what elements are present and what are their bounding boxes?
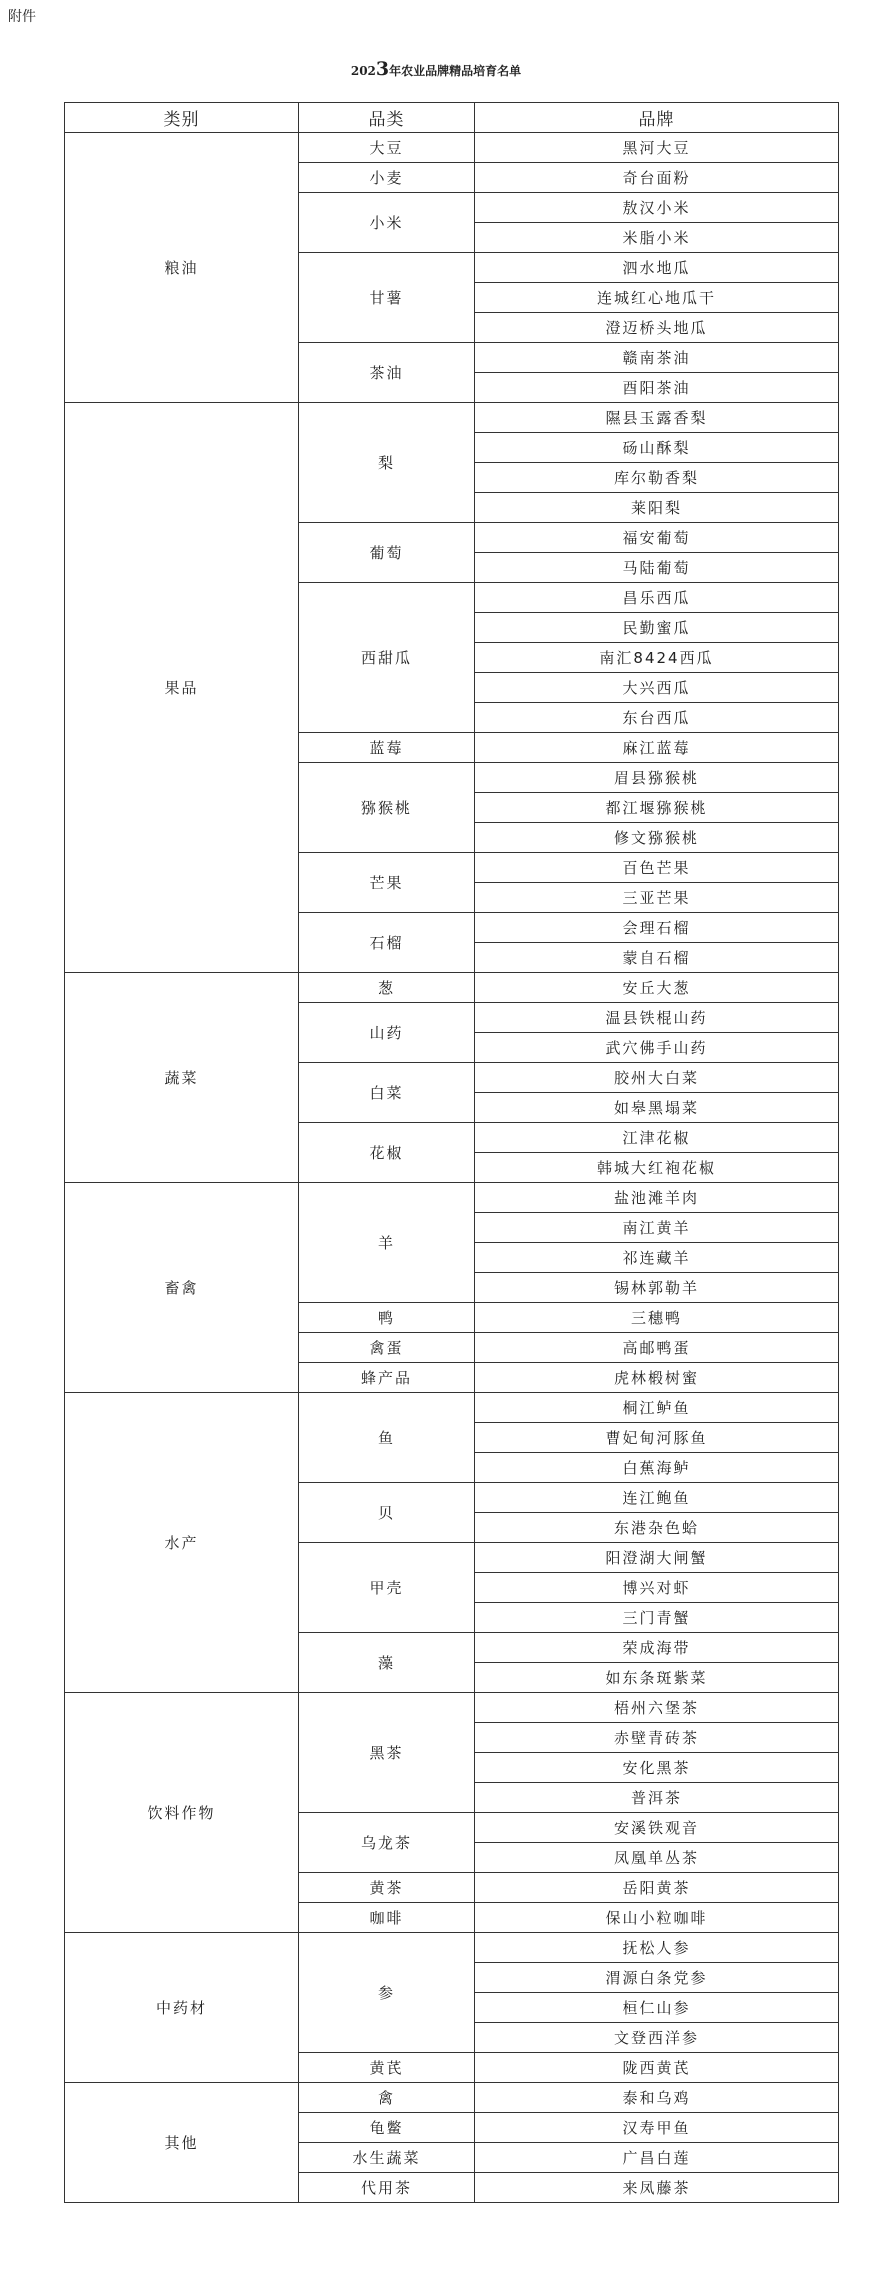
category-cell: 畜禽 xyxy=(65,1183,299,1393)
brand-cell: 三穗鸭 xyxy=(475,1303,839,1333)
brand-cell: 祁连藏羊 xyxy=(475,1243,839,1273)
type-cell: 鱼 xyxy=(299,1393,475,1483)
page-title xyxy=(0,58,872,80)
brand-cell: 汉寿甲鱼 xyxy=(475,2113,839,2143)
attachment-label: 附件 xyxy=(8,9,36,25)
brand-cell: 福安葡萄 xyxy=(475,523,839,553)
category-cell: 中药材 xyxy=(65,1933,299,2083)
brand-cell: 温县铁棍山药 xyxy=(475,1003,839,1033)
type-cell: 蜂产品 xyxy=(299,1363,475,1393)
table-row xyxy=(65,1183,839,1213)
type-cell: 大豆 xyxy=(299,133,475,163)
brand-cell: 麻江蓝莓 xyxy=(475,733,839,763)
brand-cell: 黑河大豆 xyxy=(475,133,839,163)
brand-cell: 抚松人参 xyxy=(475,1933,839,1963)
brand-cell: 梧州六堡茶 xyxy=(475,1693,839,1723)
type-cell: 葡萄 xyxy=(299,523,475,583)
type-cell: 羊 xyxy=(299,1183,475,1303)
brand-cell: 岳阳黄茶 xyxy=(475,1873,839,1903)
brand-cell: 百色芒果 xyxy=(475,853,839,883)
table-row xyxy=(65,1693,839,1723)
brand-cell: 南汇8424西瓜 xyxy=(475,643,839,673)
brand-cell: 米脂小米 xyxy=(475,223,839,253)
brand-cell: 高邮鸭蛋 xyxy=(475,1333,839,1363)
title-year-prefix: 202 xyxy=(350,64,376,78)
type-cell: 茶油 xyxy=(299,343,475,403)
brand-cell: 如东条斑紫菜 xyxy=(475,1663,839,1693)
brand-cell: 阳澄湖大闸蟹 xyxy=(475,1543,839,1573)
table-row xyxy=(65,403,839,433)
brand-cell: 陇西黄芪 xyxy=(475,2053,839,2083)
type-cell: 白菜 xyxy=(299,1063,475,1123)
type-cell: 龟鳖 xyxy=(299,2113,475,2143)
type-cell: 葱 xyxy=(299,973,475,1003)
type-cell: 西甜瓜 xyxy=(299,583,475,733)
type-cell: 芒果 xyxy=(299,853,475,913)
brand-cell: 澄迈桥头地瓜 xyxy=(475,313,839,343)
category-cell: 粮油 xyxy=(65,133,299,403)
type-cell: 甘薯 xyxy=(299,253,475,343)
brand-cell: 大兴西瓜 xyxy=(475,673,839,703)
type-cell: 代用茶 xyxy=(299,2173,475,2203)
brand-cell: 连江鲍鱼 xyxy=(475,1483,839,1513)
type-cell: 石榴 xyxy=(299,913,475,973)
brand-cell: 三亚芒果 xyxy=(475,883,839,913)
type-cell: 乌龙茶 xyxy=(299,1813,475,1873)
brand-cell: 砀山酥梨 xyxy=(475,433,839,463)
brand-cell: 博兴对虾 xyxy=(475,1573,839,1603)
brand-cell: 江津花椒 xyxy=(475,1123,839,1153)
table-row xyxy=(65,973,839,1003)
brand-cell: 如皋黑塌菜 xyxy=(475,1093,839,1123)
brand-cell: 赤壁青砖茶 xyxy=(475,1723,839,1753)
type-cell: 梨 xyxy=(299,403,475,523)
category-cell: 其他 xyxy=(65,2083,299,2203)
type-cell: 贝 xyxy=(299,1483,475,1543)
brand-cell: 白蕉海鲈 xyxy=(475,1453,839,1483)
brand-cell: 修文猕猴桃 xyxy=(475,823,839,853)
type-cell: 禽蛋 xyxy=(299,1333,475,1363)
brand-cell: 韩城大红袍花椒 xyxy=(475,1153,839,1183)
type-cell: 参 xyxy=(299,1933,475,2053)
brand-cell: 泰和乌鸡 xyxy=(475,2083,839,2113)
brand-cell: 隰县玉露香梨 xyxy=(475,403,839,433)
header-brand: 品牌 xyxy=(475,103,839,133)
type-cell: 藻 xyxy=(299,1633,475,1693)
brand-cell: 民勤蜜瓜 xyxy=(475,613,839,643)
brand-cell: 保山小粒咖啡 xyxy=(475,1903,839,1933)
type-cell: 猕猴桃 xyxy=(299,763,475,853)
brand-cell: 普洱茶 xyxy=(475,1783,839,1813)
brand-cell: 会理石榴 xyxy=(475,913,839,943)
brand-cell: 盐池滩羊肉 xyxy=(475,1183,839,1213)
type-cell: 咖啡 xyxy=(299,1903,475,1933)
brand-cell: 赣南茶油 xyxy=(475,343,839,373)
brand-cell: 广昌白莲 xyxy=(475,2143,839,2173)
brand-cell: 安丘大葱 xyxy=(475,973,839,1003)
title-year-big: 3 xyxy=(375,58,390,80)
type-cell: 禽 xyxy=(299,2083,475,2113)
brand-cell: 安溪铁观音 xyxy=(475,1813,839,1843)
brand-cell: 蒙自石榴 xyxy=(475,943,839,973)
type-cell: 小麦 xyxy=(299,163,475,193)
type-cell: 小米 xyxy=(299,193,475,253)
brand-cell: 莱阳梨 xyxy=(475,493,839,523)
brand-cell: 都江堰猕猴桃 xyxy=(475,793,839,823)
brand-cell: 锡林郭勒羊 xyxy=(475,1273,839,1303)
category-cell: 水产 xyxy=(65,1393,299,1693)
brand-cell: 连城红心地瓜干 xyxy=(475,283,839,313)
header-category: 类别 xyxy=(65,103,299,133)
type-cell: 山药 xyxy=(299,1003,475,1063)
brand-list-table xyxy=(64,102,839,2203)
type-cell: 黑茶 xyxy=(299,1693,475,1813)
type-cell: 蓝莓 xyxy=(299,733,475,763)
brand-cell: 安化黑茶 xyxy=(475,1753,839,1783)
brand-cell: 凤凰单丛茶 xyxy=(475,1843,839,1873)
brand-cell: 虎林椴树蜜 xyxy=(475,1363,839,1393)
brand-cell: 曹妃甸河豚鱼 xyxy=(475,1423,839,1453)
brand-cell: 东台西瓜 xyxy=(475,703,839,733)
brand-cell: 酉阳茶油 xyxy=(475,373,839,403)
header-type: 品类 xyxy=(299,103,475,133)
type-cell: 黄茶 xyxy=(299,1873,475,1903)
brand-cell: 泗水地瓜 xyxy=(475,253,839,283)
category-cell: 果品 xyxy=(65,403,299,973)
type-cell: 水生蔬菜 xyxy=(299,2143,475,2173)
header-row xyxy=(65,103,839,133)
table-row xyxy=(65,133,839,163)
type-cell: 甲壳 xyxy=(299,1543,475,1633)
brand-cell: 荣成海带 xyxy=(475,1633,839,1663)
brand-cell: 库尔勒香梨 xyxy=(475,463,839,493)
brand-cell: 渭源白条党参 xyxy=(475,1963,839,1993)
category-cell: 饮料作物 xyxy=(65,1693,299,1933)
brand-cell: 文登西洋参 xyxy=(475,2023,839,2053)
type-cell: 黄芪 xyxy=(299,2053,475,2083)
brand-cell: 昌乐西瓜 xyxy=(475,583,839,613)
table-row xyxy=(65,2083,839,2113)
brand-cell: 来凤藤茶 xyxy=(475,2173,839,2203)
brand-cell: 眉县猕猴桃 xyxy=(475,763,839,793)
brand-cell: 马陆葡萄 xyxy=(475,553,839,583)
title-text: 年农业品牌精品培育名单 xyxy=(389,64,522,78)
brand-cell: 奇台面粉 xyxy=(475,163,839,193)
type-cell: 花椒 xyxy=(299,1123,475,1183)
table-row xyxy=(65,1393,839,1423)
brand-cell: 武穴佛手山药 xyxy=(475,1033,839,1063)
table-body xyxy=(65,133,839,2203)
brand-cell: 敖汉小米 xyxy=(475,193,839,223)
category-cell: 蔬菜 xyxy=(65,973,299,1183)
table-row xyxy=(65,1933,839,1963)
brand-cell: 桐江鲈鱼 xyxy=(475,1393,839,1423)
brand-cell: 东港杂色蛤 xyxy=(475,1513,839,1543)
brand-cell: 三门青蟹 xyxy=(475,1603,839,1633)
brand-cell: 胶州大白菜 xyxy=(475,1063,839,1093)
brand-cell: 桓仁山参 xyxy=(475,1993,839,2023)
brand-cell: 南江黄羊 xyxy=(475,1213,839,1243)
type-cell: 鸭 xyxy=(299,1303,475,1333)
